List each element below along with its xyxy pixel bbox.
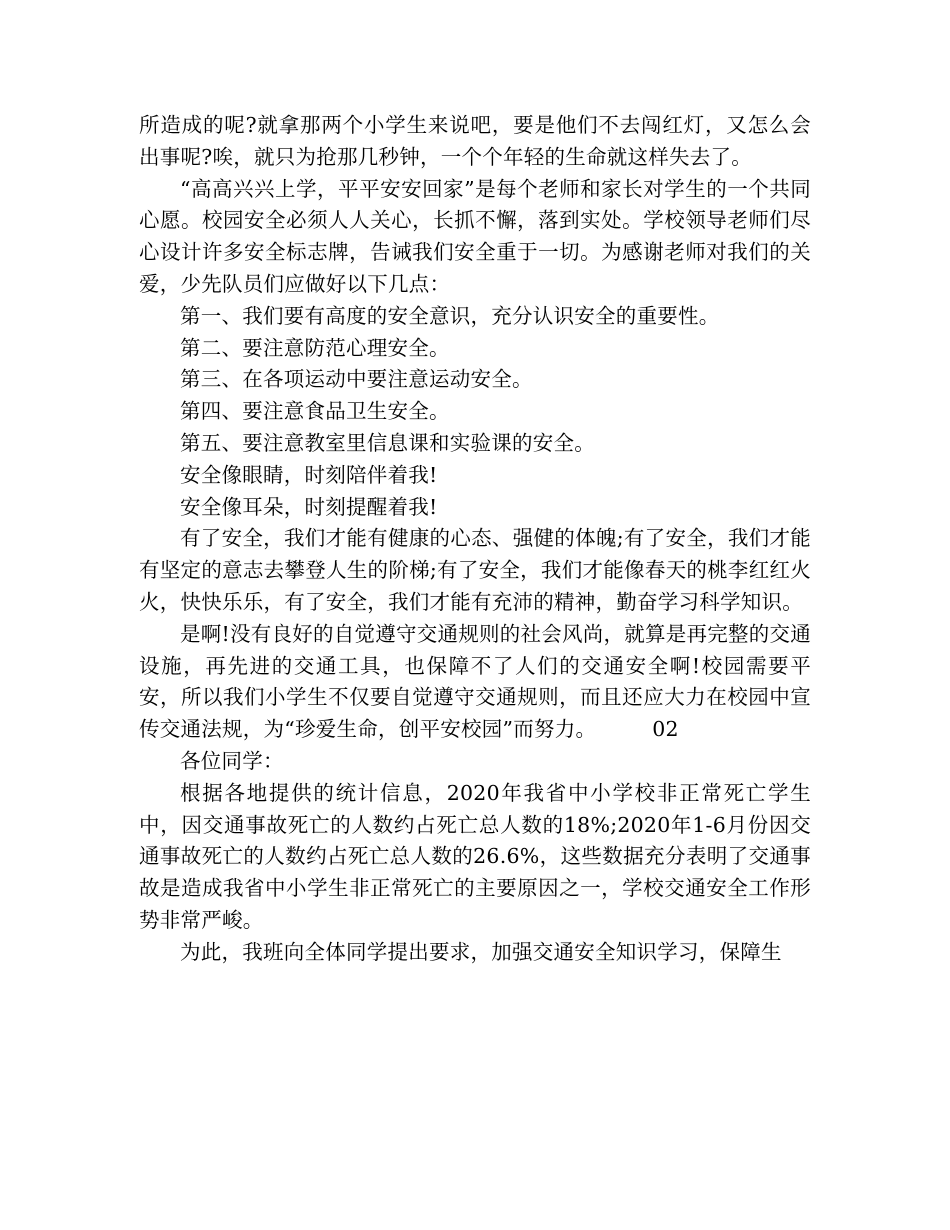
list-item: 第一、我们要有高度的安全意识，充分认识安全的重要性。 xyxy=(180,303,720,328)
list-item: 第五、要注意教室里信息课和实验课的安全。 xyxy=(180,430,595,455)
paragraph: 安全像耳朵，时刻提醒着我! xyxy=(180,494,438,519)
paragraph: 有了安全，我们才能有健康的心态、强健的体魄;有了安全，我们才能有坚定的意志去攀登人生的阶梯;有了安全，我们才能像春天的桃李红红火火，快快乐乐，有了安全，我们才能有充沛的精神，勤奋学习科学知识。 xyxy=(139,526,811,614)
salutation: 各位同学： xyxy=(180,748,284,773)
paragraph: 根据各地提供的统计信息，2020年我省中小学校非正常死亡学生中，因交通事故死亡的人数约占死亡总人数的18%;2020年1-6月份因交通事故死亡的人数约占死亡总人数的26.6%，这些数据充分表明了交通事故是造成我省中小学生非正常死亡的主要原因之一，学校交通安全工作形势非常严峻。 xyxy=(139,780,811,932)
list-item: 第二、要注意防范心理安全。 xyxy=(180,335,450,360)
paragraph: “高高兴兴上学，平平安安回家”是每个老师和家长对学生的一个共同心愿。校园安全必须人人关心，长抓不懈，落到实处。学校领导老师们尽心设计许多安全标志牌，告诫我们安全重于一切。为感谢老师对我们的关爱，少先队员们应做好以下几点： xyxy=(139,176,811,296)
paragraph: 安全像眼睛，时刻陪伴着我! xyxy=(180,462,438,487)
paragraph-text: 是啊!没有良好的自觉遵守交通规则的社会风尚，就算是再完整的交通设施，再先进的交通工具，也保障不了人们的交通安全啊!校园需要平安，所以我们小学生不仅要自觉遵守交通规则，而且还应大力在校园中宣传交通法规，为“珍爱生命，创平安校园”而努力。 xyxy=(139,621,811,742)
section-number: 02 xyxy=(652,717,679,742)
list-item: 第三、在各项运动中要注意运动安全。 xyxy=(180,367,533,392)
paragraph-with-number xyxy=(139,619,811,746)
paragraph: 为此，我班向全体同学提出要求，加强交通安全知识学习，保障生 xyxy=(180,939,782,964)
document-body xyxy=(139,110,811,969)
list-item: 第四、要注意食品卫生安全。 xyxy=(180,399,450,424)
paragraph: 所造成的呢?就拿那两个小学生来说吧，要是他们不去闯红灯，又怎么会出事呢?唉，就只为抢那几秒钟，一个个年轻的生命就这样失去了。 xyxy=(139,113,811,169)
